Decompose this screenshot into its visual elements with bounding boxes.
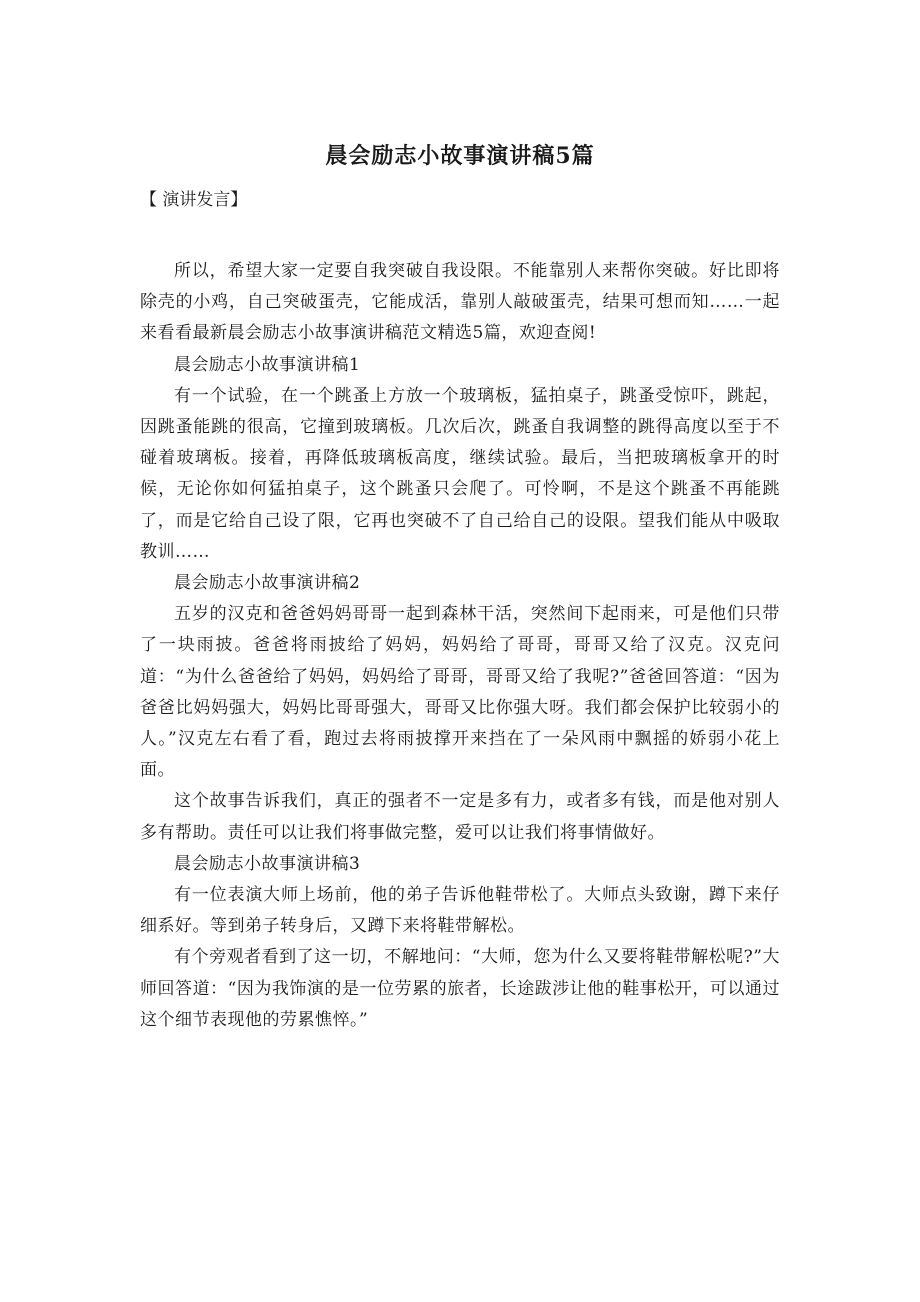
category-tag: 【 演讲发言】 [140, 190, 248, 210]
moral-paragraph-2: 这个故事告诉我们，真正的强者不一定是多有力，或者多有钱，而是他对别人多有帮助。责任可以让我们将事做完整，爱可以让我们将事情做好。 [140, 791, 780, 843]
intro-paragraph: 所以，希望大家一定要自我突破自我设限。不能靠别人来帮你突破。好比即将除壳的小鸡，自己突破蛋壳，它能成活，靠别人敲破蛋壳，结果可想而知……一起来看看最新晨会励志小故事演讲稿范文精选5篇，欢迎查阅! [140, 261, 780, 344]
section-heading-3: 晨会励志小故事演讲稿3 [174, 853, 361, 874]
document-title: 晨会励志小故事演讲稿5篇 [325, 143, 595, 169]
story-paragraph-3b: 有个旁观者看到了这一切，不解地问：“大师，您为什么又要将鞋带解松呢?”大师回答道：“因为我饰演的是一位劳累的旅者，长途跋涉让他的鞋事松开，可以通过这个细节表现他的劳累憔悴。” [140, 947, 780, 1030]
story-paragraph-3a: 有一位表演大师上场前，他的弟子告诉他鞋带松了。大师点头致谢，蹲下来仔细系好。等到弟子转身后，又蹲下来将鞋带解松。 [140, 885, 780, 937]
story-paragraph-1: 有一个试验，在一个跳蚤上方放一个玻璃板，猛拍桌子，跳蚤受惊吓，跳起，因跳蚤能跳的很高，它撞到玻璃板。几次后次，跳蚤自我调整的跳得高度以至于不碰着玻璃板。接着，再降低玻璃板高度，继续试验。最后，当把玻璃板拿开的时候，无论你如何猛拍桌子，这个跳蚤只会爬了。可怜啊，不是这个跳蚤不再能跳了，而是它给自己设了限，它再也突破不了自己给自己的设限。望我们能从中吸取教训…… [140, 385, 780, 562]
section-heading-1: 晨会励志小故事演讲稿1 [174, 354, 361, 375]
story-paragraph-2: 五岁的汉克和爸爸妈妈哥哥一起到森林干活，突然间下起雨来，可是他们只带了一块雨披。爸爸将雨披给了妈妈，妈妈给了哥哥，哥哥又给了汉克。汉克问道：“为什么爸爸给了妈妈，妈妈给了哥哥，哥哥又给了我呢?”爸爸回答道：“因为爸爸比妈妈强大，妈妈比哥哥强大，哥哥又比你强大呀。我们都会保护比较弱小的人。”汉克左右看了看，跑过去将雨披撑开来挡在了一朵风雨中飘摇的娇弱小花上面。 [140, 604, 780, 781]
document-body [140, 256, 780, 1036]
section-heading-2: 晨会励志小故事演讲稿2 [174, 573, 361, 594]
